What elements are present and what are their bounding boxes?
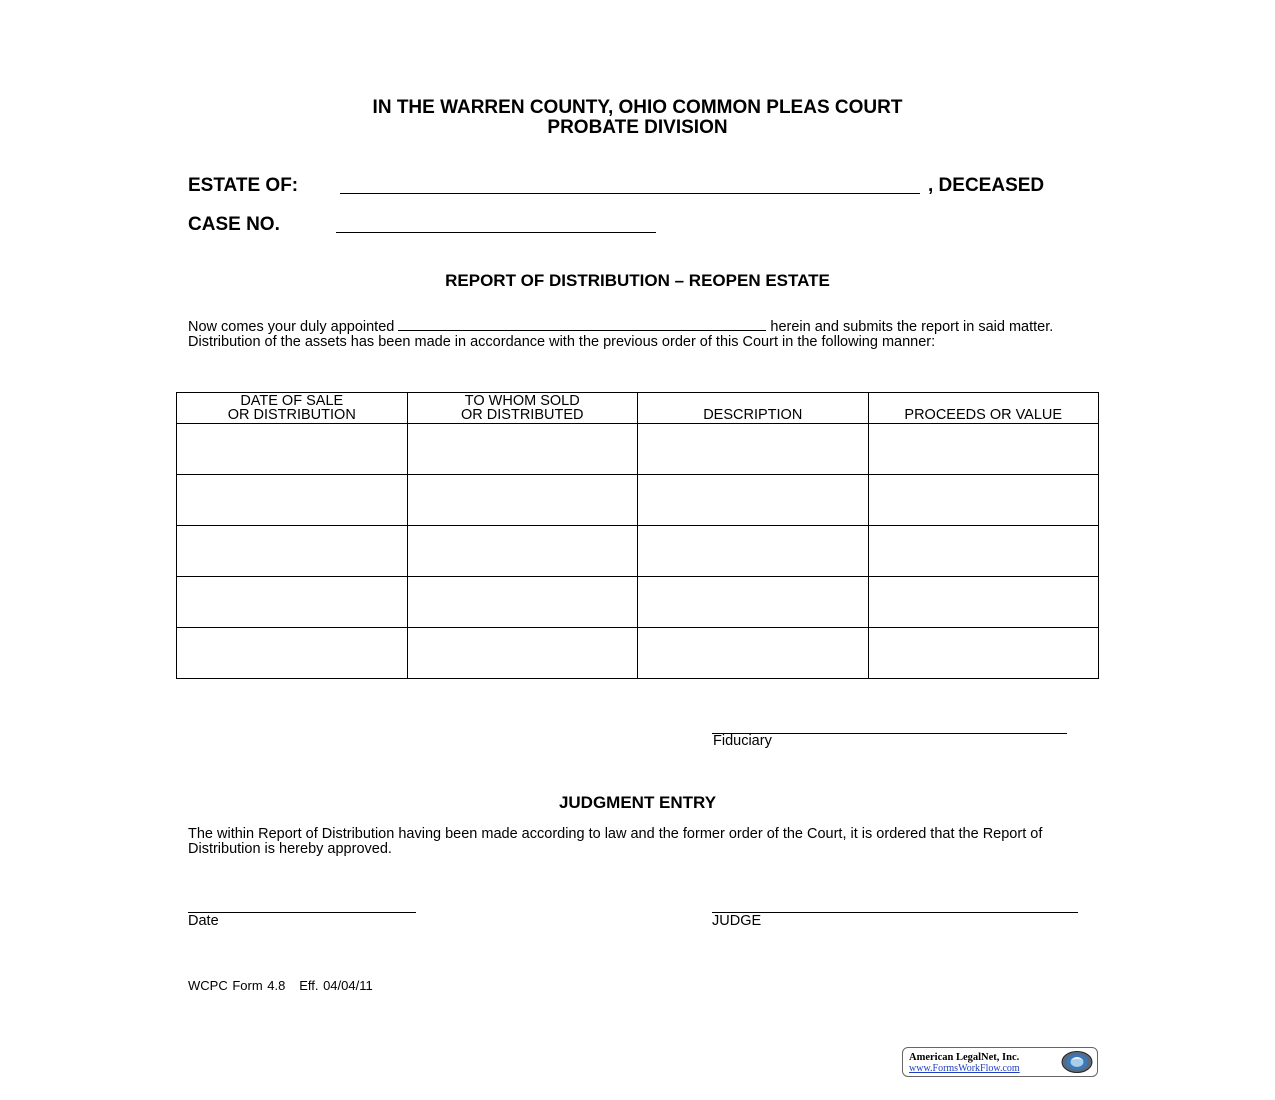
column-header-line: DATE OF SALE [240,393,344,409]
court-division: PROBATE DIVISION [547,117,728,138]
deceased-label: , DECEASED [928,175,1045,196]
table-cell[interactable] [638,424,869,475]
table-header-row [177,393,1099,424]
globe-icon [1060,1050,1094,1074]
table-cell[interactable] [868,577,1099,628]
table-cell[interactable] [868,424,1099,475]
table-cell[interactable] [177,577,408,628]
table-cell[interactable] [868,526,1099,577]
judge-signature-line[interactable] [712,912,1078,913]
form-number: WCPC Form 4.8 [188,978,286,993]
date-label: Date [188,913,219,929]
table-row [177,526,1099,577]
table-cell[interactable] [177,424,408,475]
estate-name-field[interactable] [340,193,920,194]
table-row [177,628,1099,679]
table-cell[interactable] [407,475,638,526]
column-header-date [177,393,408,424]
table-cell[interactable] [407,628,638,679]
fiduciary-label: Fiduciary [713,733,772,749]
judge-label: JUDGE [712,913,762,929]
column-header-line: TO WHOM SOLD [464,393,580,409]
form-identifier [188,978,373,993]
table-cell[interactable] [177,628,408,679]
column-header-line: PROCEEDS OR VALUE [904,407,1063,423]
date-signature-line[interactable] [188,912,416,913]
table-cell[interactable] [868,475,1099,526]
table-cell[interactable] [638,577,869,628]
intro-paragraph [188,320,1098,350]
distribution-table [176,392,1099,679]
table-cell[interactable] [177,526,408,577]
table-row [177,577,1099,628]
table-cell[interactable] [407,577,638,628]
column-header-line: OR DISTRIBUTED [461,407,584,423]
judgment-entry-text: The within Report of Distribution having been made according to law and the former order of the Court, it is ordered that the Report of Distribution is hereby approved. [188,826,1043,857]
court-name: IN THE WARREN COUNTY, OHIO COMMON PLEAS COURT [372,97,903,118]
intro-text-start: Now comes your duly appointed [188,319,395,335]
logo-website-link[interactable]: www.FormsWorkFlow.com [909,1063,1020,1074]
case-no-field[interactable] [336,232,656,233]
table-row [177,424,1099,475]
court-heading [0,98,1275,138]
fiduciary-title-field[interactable] [398,320,766,331]
table-cell[interactable] [638,628,869,679]
table-cell[interactable] [868,628,1099,679]
estate-of-label: ESTATE OF: [188,175,299,196]
table-row [177,475,1099,526]
case-no-label: CASE NO. [188,214,280,235]
column-header-line: OR DISTRIBUTION [227,407,356,423]
column-header-description [638,393,869,424]
column-header-line: DESCRIPTION [703,407,803,423]
table-cell[interactable] [638,526,869,577]
table-cell[interactable] [407,526,638,577]
form-effective-date: Eff. 04/04/11 [299,978,373,993]
column-header-recipient [407,393,638,424]
report-title: REPORT OF DISTRIBUTION – REOPEN ESTATE [445,271,830,290]
table-cell[interactable] [407,424,638,475]
table-cell[interactable] [177,475,408,526]
column-header-proceeds [868,393,1099,424]
intro-text-end: herein and submits the report in said matter. Distribution of the assets has been made in accordance with the previous order of this Court in the following manner: [188,319,1054,350]
american-legalnet-logo[interactable] [902,1047,1098,1077]
judgment-entry-title: JUDGMENT ENTRY [558,793,717,812]
table-cell[interactable] [638,475,869,526]
logo-company-name: American LegalNet, Inc. [909,1052,1020,1063]
